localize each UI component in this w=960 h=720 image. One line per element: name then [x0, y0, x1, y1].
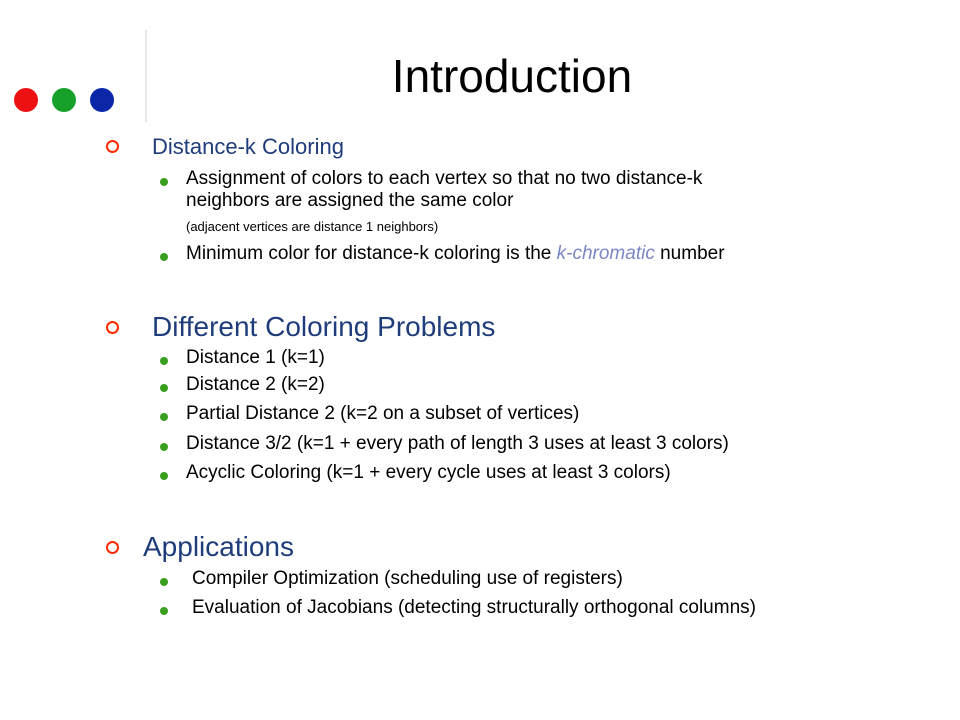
list-item [186, 243, 725, 265]
section-heading-distance-k: Distance-k Coloring [152, 134, 344, 159]
ring-bullet-icon [106, 541, 119, 554]
dot-bullet-icon [160, 178, 168, 186]
dot-bullet-icon [160, 357, 168, 365]
dot-bullet-icon [160, 578, 168, 586]
section-heading-applications: Applications [143, 531, 294, 562]
list-item-text: Minimum color for distance-k coloring is the [186, 243, 557, 264]
dot-bullet-icon [160, 607, 168, 615]
list-item: Distance 1 (k=1) [186, 347, 325, 368]
ring-bullet-icon [106, 321, 119, 334]
dot-bullet-icon [160, 443, 168, 451]
dot-bullet-icon [160, 384, 168, 392]
k-chromatic-term: k-chromatic [556, 243, 655, 264]
list-note: (adjacent vertices are distance 1 neighbors) [186, 219, 439, 234]
ring-bullet-icon [106, 140, 119, 153]
list-item: Distance 2 (k=2) [186, 374, 325, 395]
slide-title: Introduction [391, 50, 633, 102]
list-item: Partial Distance 2 (k=2 on a subset of vertices) [186, 403, 580, 424]
dot-bullet-icon [160, 413, 168, 421]
list-item: Assignment of colors to each vertex so that no two distance-k [186, 168, 703, 189]
dot-bullet-icon [160, 472, 168, 480]
list-item: Compiler Optimization (scheduling use of registers) [192, 568, 623, 589]
list-item: Distance 3/2 (k=1 + every path of length 3 uses at least 3 colors) [186, 433, 729, 454]
dot-bullet-icon [160, 253, 168, 261]
section-heading-coloring-problems: Different Coloring Problems [152, 311, 496, 342]
list-item-text: number [654, 243, 725, 264]
list-item: neighbors are assigned the same color [186, 190, 514, 211]
list-item: Evaluation of Jacobians (detecting structurally orthogonal columns) [192, 597, 756, 618]
list-item: Acyclic Coloring (k=1 + every cycle uses at least 3 colors) [186, 462, 671, 483]
